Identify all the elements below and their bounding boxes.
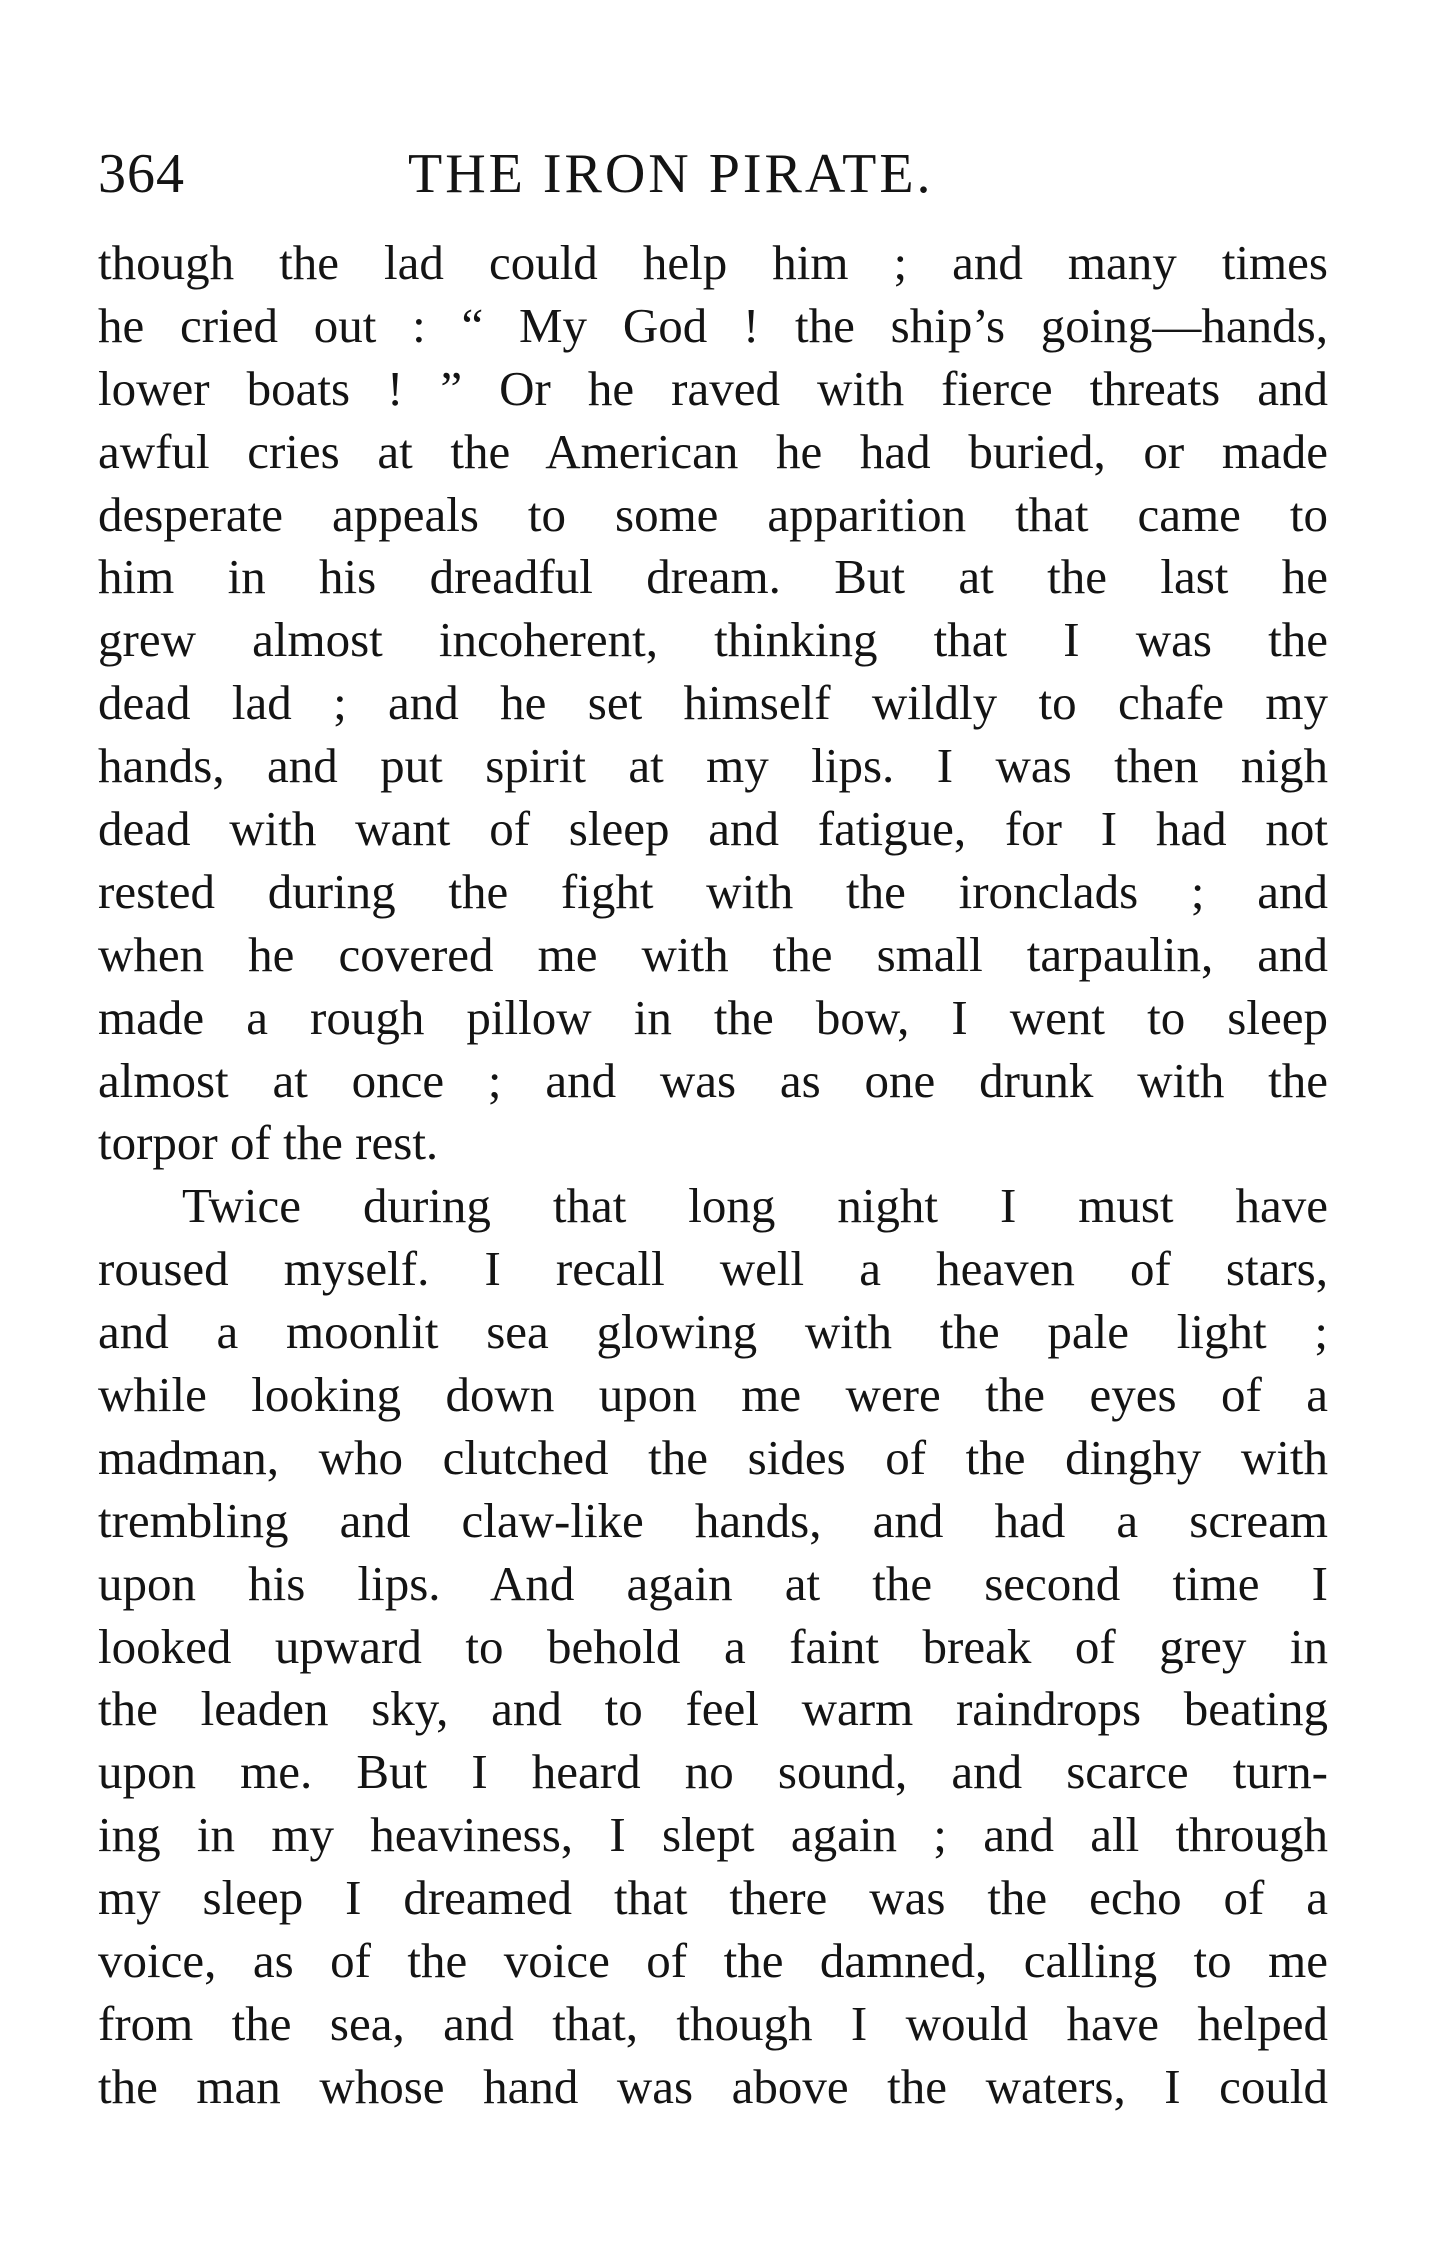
text-line: awful cries at the American he had buried, or made — [98, 423, 1328, 479]
text-line: roused myself. I recall well a heaven of stars, — [98, 1241, 1328, 1297]
running-title: THE IRON PIRATE. — [408, 143, 934, 205]
text-line: Twice during that long night I must have — [182, 1178, 1328, 1234]
text-line: madman, who clutched the sides of the dinghy with — [98, 1429, 1328, 1485]
text-line: desperate appeals to some apparition that came to — [98, 486, 1328, 542]
text-line: though the lad could help him ; and many times — [98, 235, 1328, 290]
text-line: torpor of the rest. — [98, 1115, 439, 1171]
text-line: the leaden sky, and to feel warm raindrops beating — [98, 1681, 1328, 1737]
text-line: trembling and claw-like hands, and had a scream — [98, 1492, 1328, 1548]
text-line: ing in my heaviness, I slept again ; and all through — [98, 1807, 1328, 1863]
paragraph-1 — [98, 232, 1328, 1175]
text-line: while looking down upon me were the eyes of a — [98, 1367, 1328, 1423]
body-text — [98, 232, 1328, 2119]
text-line: my sleep I dreamed that there was the echo of a — [98, 1870, 1328, 1926]
text-line: upon his lips. And again at the second time I — [98, 1555, 1328, 1611]
text-line: rested during the fight with the ironclads ; and — [98, 863, 1328, 919]
text-line: lower boats ! ” Or he raved with fierce threats and — [98, 360, 1328, 416]
text-line: voice, as of the voice of the damned, calling to me — [98, 1933, 1328, 1989]
text-line: upon me. But I heard no sound, and scarce turn- — [98, 1744, 1328, 1800]
page-number: 364 — [98, 143, 185, 205]
page-header — [98, 138, 1328, 210]
text-line: hands, and put spirit at my lips. I was then nigh — [98, 738, 1328, 794]
text-line: him in his dreadful dream. But at the last he — [98, 549, 1328, 605]
text-line: made a rough pillow in the bow, I went to sleep — [98, 989, 1328, 1045]
paragraph-2 — [98, 1175, 1328, 2118]
text-line: the man whose hand was above the waters, I could — [98, 2058, 1328, 2114]
text-line: dead lad ; and he set himself wildly to chafe my — [98, 675, 1328, 731]
text-line: almost at once ; and was as one drunk with the — [98, 1052, 1328, 1108]
text-line: from the sea, and that, though I would have helped — [98, 1995, 1328, 2051]
text-line: he cried out : “ My God ! the ship’s going—hands, — [98, 297, 1328, 353]
text-line: looked upward to behold a faint break of grey in — [98, 1618, 1328, 1674]
text-line: dead with want of sleep and fatigue, for I had not — [98, 801, 1328, 857]
text-line: and a moonlit sea glowing with the pale light ; — [98, 1304, 1328, 1360]
text-line: when he covered me with the small tarpaulin, and — [98, 926, 1328, 982]
text-line: grew almost incoherent, thinking that I was the — [98, 612, 1328, 668]
